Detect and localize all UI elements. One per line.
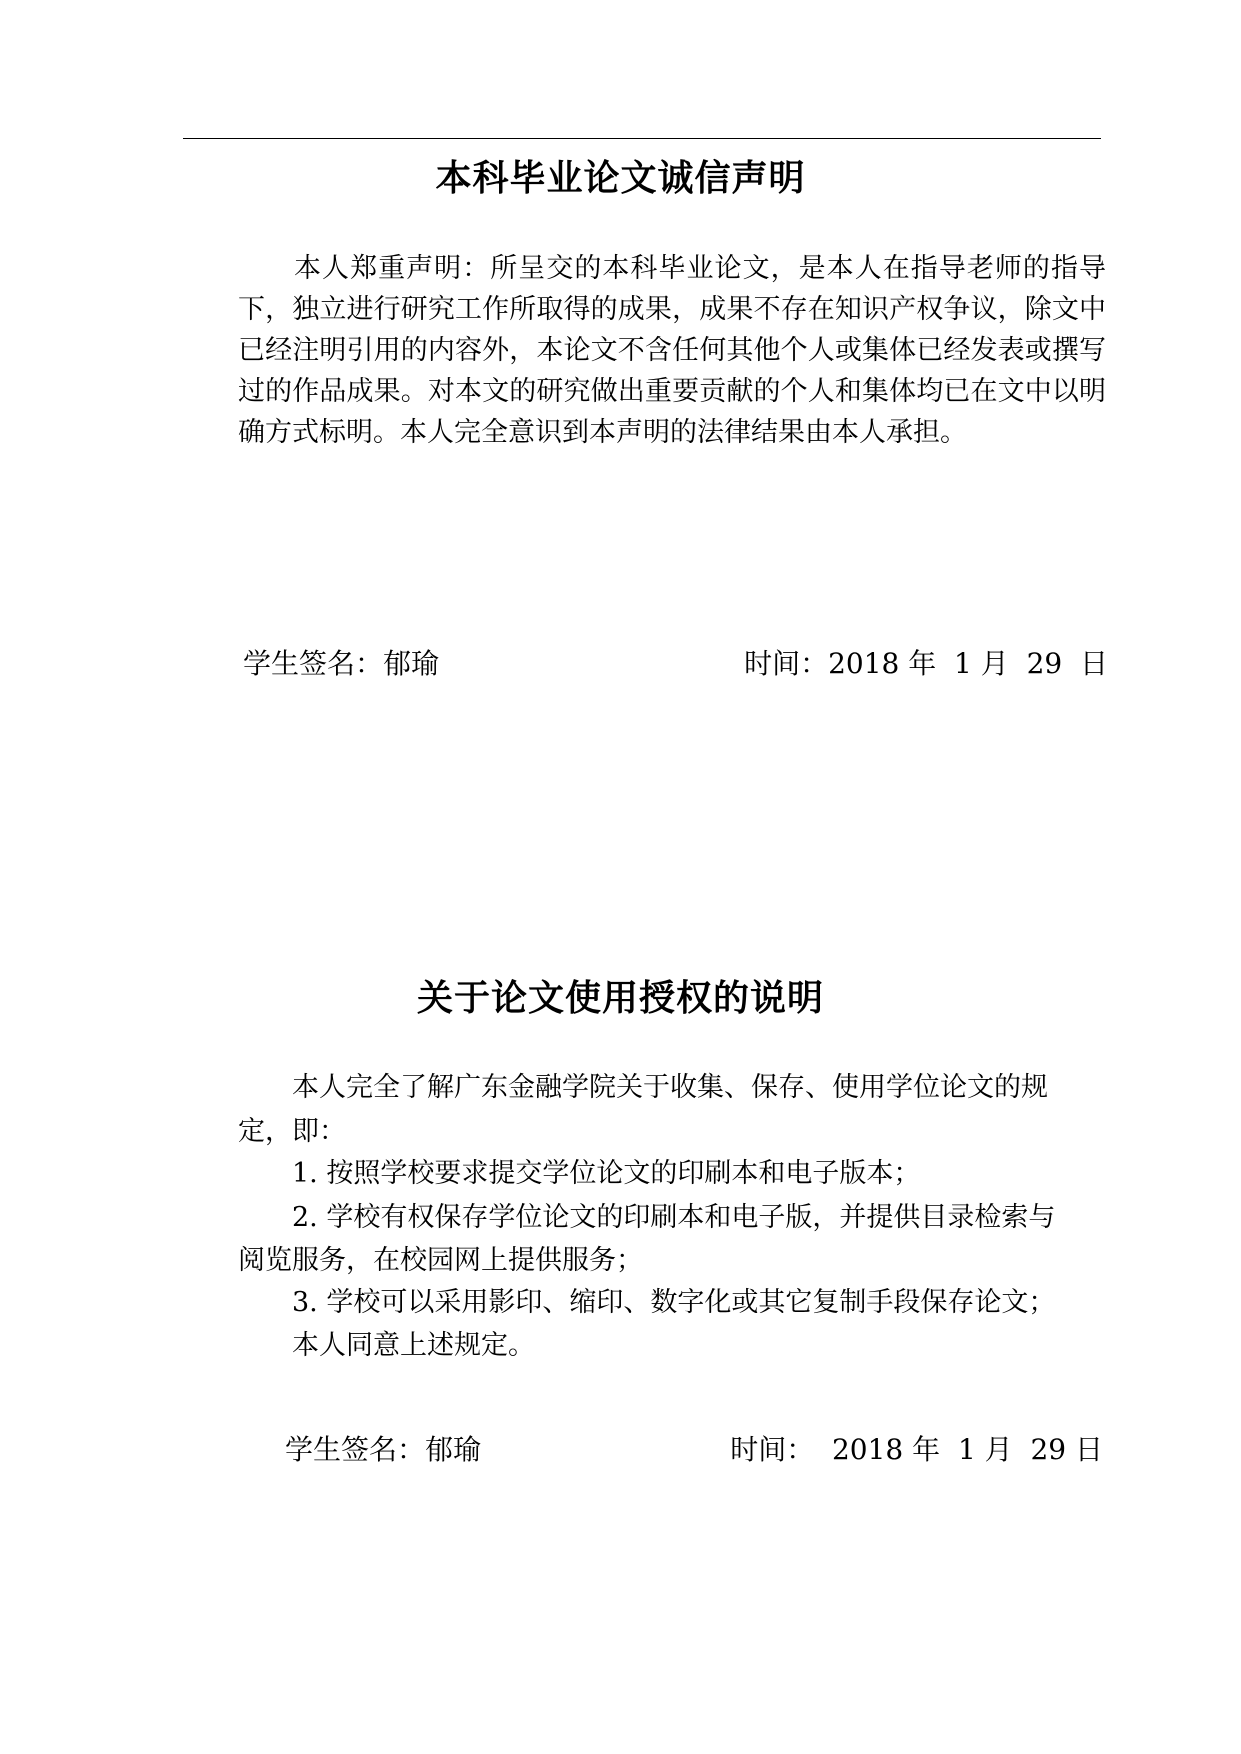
header-rule <box>183 138 1101 139</box>
authorization-signature: 学生签名：郁瑜 <box>285 1433 482 1466</box>
authorization-signature-row <box>285 1430 1103 1470</box>
declaration-title: 本科毕业论文诚信声明 <box>435 158 806 199</box>
authorization-item-2-line1: 2. 学校有权保存学位论文的印刷本和电子版，并提供目录检索与 <box>292 1202 1056 1233</box>
authorization-intro-line2: 定，即： <box>238 1116 346 1147</box>
authorization-title: 关于论文使用授权的说明 <box>416 978 824 1019</box>
declaration-body: 本人郑重声明：所呈交的本科毕业论文，是本人在指导老师的指导下，独立进行研究工作所取得的成果，成果不存在知识产权争议，除文中已经注明引用的内容外，本论文不含任何其他个人或集体已经发表或撰写过的作品成果。对本文的研究做出重要贡献的个人和集体均已在文中以明确方式标明。本人完全意识到本声明的法律结果由本人承担。 <box>238 253 1106 448</box>
declaration-signature: 学生签名：郁瑜 <box>243 647 440 680</box>
authorization-agree: 本人同意上述规定。 <box>292 1330 535 1361</box>
authorization-item-3: 3. 学校可以采用影印、缩印、数字化或其它复制手段保存论文； <box>292 1287 1056 1318</box>
declaration-signature-row <box>243 644 1108 684</box>
authorization-item-1: 1. 按照学校要求提交学位论文的印刷本和电子版本； <box>292 1158 921 1189</box>
authorization-intro-line1: 本人完全了解广东金融学院关于收集、保存、使用学位论文的规 <box>292 1072 1048 1103</box>
declaration-date: 时间：2018 年 1 月 29 日 <box>744 647 1108 680</box>
authorization-date: 时间： 2018 年 1 月 29 日 <box>730 1433 1103 1466</box>
authorization-item-2-line2: 阅览服务，在校园网上提供服务； <box>238 1245 643 1276</box>
